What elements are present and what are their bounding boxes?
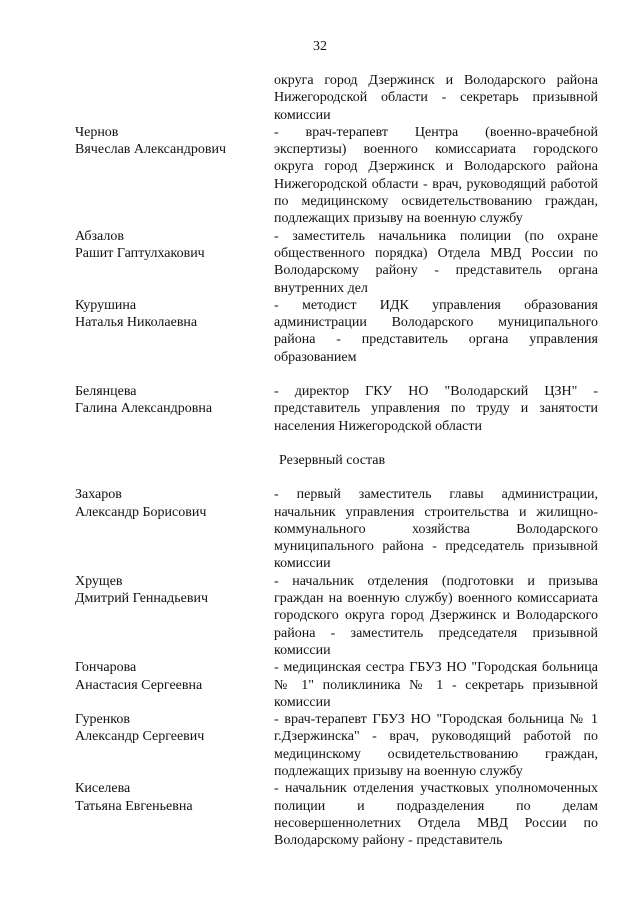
member-entry bbox=[75, 486, 598, 572]
member-surname: Белянцева bbox=[75, 384, 137, 400]
member-given-names: Александр Сергеевич bbox=[75, 729, 205, 745]
member-role: - методист ИДК управления образования администрации Володарского муниципального района - представитель органа управления образованием bbox=[274, 297, 598, 365]
member-role: - директор ГКУ НО "Володарский ЦЗН" - представитель управления по труду и занятости населения Нижегородской области bbox=[274, 384, 598, 434]
page-number: 32 bbox=[313, 39, 327, 54]
member-given-names: Дмитрий Геннадьевич bbox=[75, 591, 208, 607]
member-role: - заместитель начальника полиции (по охране общественного порядка) Отдела МВД России по Володарскому району - представитель органа внутренних дел bbox=[274, 228, 598, 296]
member-given-names: Наталья Николаевна bbox=[75, 315, 198, 331]
member-name bbox=[75, 659, 274, 711]
member-surname: Чернов bbox=[75, 124, 119, 140]
reserve-section-title: Резервный состав bbox=[279, 452, 386, 468]
member-entry bbox=[75, 383, 598, 435]
commission-list bbox=[75, 72, 598, 849]
member-given-names: Галина Александровна bbox=[75, 401, 213, 417]
member-surname: Хрущев bbox=[75, 573, 123, 589]
member-entry bbox=[75, 659, 598, 711]
member-given-names: Вячеслав Александрович bbox=[75, 142, 227, 158]
member-surname: Киселева bbox=[75, 781, 131, 797]
member-name bbox=[75, 228, 274, 297]
member-entry bbox=[75, 711, 598, 780]
member-surname: Гуренков bbox=[75, 712, 130, 728]
member-name bbox=[75, 124, 274, 228]
member-given-names: Татьяна Евгеньевна bbox=[75, 798, 193, 814]
member-role: - медицинская сестра ГБУЗ НО "Городская больница № 1" поликлиника № 1 - секретарь призывной комиссии bbox=[274, 660, 598, 710]
member-role: - врач-терапевт Центра (военно-врачебной экспертизы) военного комиссариата городского округа город Дзержинск и Володарского района Нижегородской области - врач, руководящий работой по медицинскому освидетельствованию граждан, подлежащих призыву на военную службу bbox=[274, 124, 598, 227]
member-name bbox=[75, 573, 274, 659]
member-given-names: Александр Борисович bbox=[75, 504, 207, 520]
member-name bbox=[75, 486, 274, 572]
member-role: - врач-терапевт ГБУЗ НО "Городская больница № 1 г.Дзержинска" - врач, руководящий работой по медицинскому освидетельствованию граждан, подлежащих призыву на военную службу bbox=[274, 712, 598, 779]
continuation-entry bbox=[75, 72, 598, 124]
member-surname: Абзалов bbox=[75, 228, 124, 244]
member-entry bbox=[75, 780, 598, 849]
member-entry bbox=[75, 297, 598, 366]
member-surname: Курушина bbox=[75, 297, 137, 313]
member-surname: Захаров bbox=[75, 487, 122, 503]
member-entry bbox=[75, 124, 598, 228]
member-name bbox=[75, 383, 274, 435]
member-role: округа город Дзержинск и Володарского района Нижегородской области - секретарь призывной комиссии bbox=[274, 73, 598, 123]
member-given-names: Анастасия Сергеевна bbox=[75, 677, 203, 693]
member-role: - начальник отделения (подготовки и призыва граждан на военную службу) военного комиссариата городского округа город Дзержинск и Володарского района - заместитель председателя призывной комиссии bbox=[274, 573, 598, 658]
member-entry bbox=[75, 228, 598, 297]
member-name bbox=[75, 711, 274, 780]
member-entry bbox=[75, 573, 598, 659]
member-name bbox=[75, 780, 274, 849]
member-given-names: Рашит Гаптулхакович bbox=[75, 245, 205, 261]
member-name bbox=[75, 297, 274, 366]
member-role: - начальник отделения участковых уполномоченных полиции и подразделения по делам несовершеннолетних Отдела МВД России по Володарскому району - представитель bbox=[274, 781, 598, 849]
member-role: - первый заместитель главы администрации, начальник управления строительства и жилищно-коммунального хозяйства Володарского муниципального района - председатель призывной комиссии bbox=[274, 487, 598, 572]
member-surname: Гончарова bbox=[75, 660, 137, 676]
